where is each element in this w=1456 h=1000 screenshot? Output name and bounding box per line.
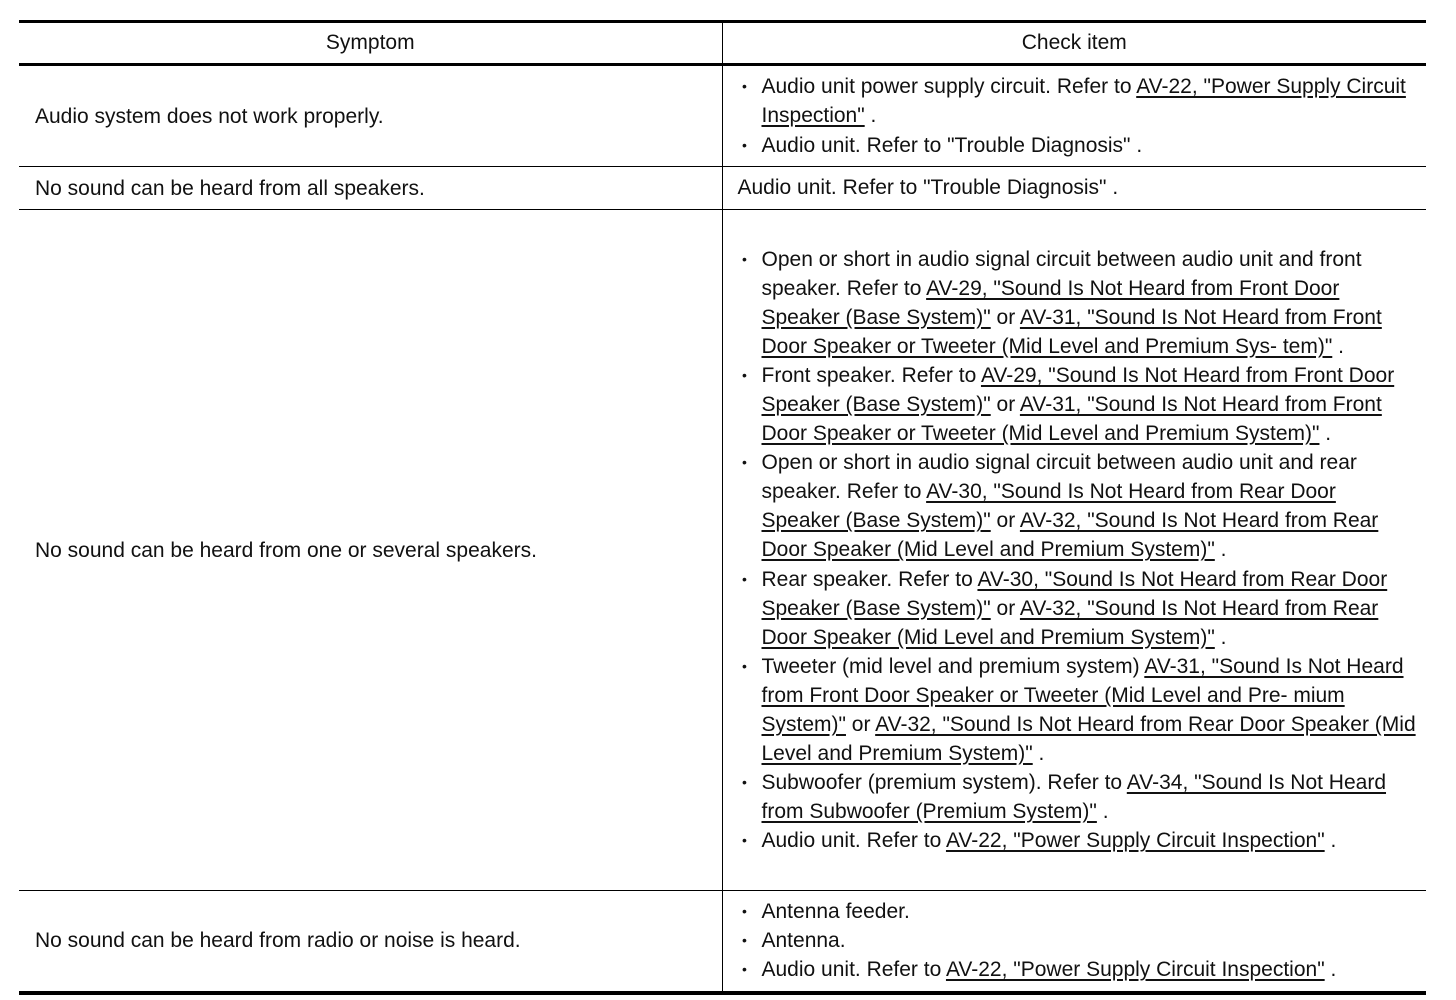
bullet-icon: • (742, 657, 747, 674)
check-item-text: Audio unit. Refer to (761, 829, 946, 853)
table-header-row (19, 22, 1426, 65)
check-item-cell (722, 891, 1426, 993)
check-item-text: Audio unit. Refer to (761, 958, 946, 982)
bullet-icon: • (742, 832, 747, 849)
check-item-text: Open or short in audio signal circuit between audio unit and rear speaker. Refer to (761, 451, 1357, 504)
check-item-text: Antenna feeder. (761, 900, 910, 924)
check-item-text: Front speaker. Refer to (761, 363, 981, 387)
check-item-text: . (1096, 800, 1109, 824)
symptom-cell: No sound can be heard from all speakers. (19, 167, 722, 210)
reference-link[interactable]: AV-22, "Power Supply Circuit Inspection" (761, 75, 1406, 128)
check-item (738, 131, 1419, 160)
check-item-text: Audio unit. Refer to "Trouble Diagnosis" . (737, 176, 1119, 200)
check-item-list (738, 897, 1419, 984)
bullet-icon: • (742, 136, 747, 153)
diagnosis-table (19, 20, 1426, 995)
check-item (738, 955, 1419, 984)
reference-link[interactable]: AV-32, "Sound Is Not Heard from Rear Door Speaker (Mid Level and Premium System)" (761, 509, 1379, 562)
check-item-list (738, 245, 1419, 856)
check-item-text: . (1032, 742, 1045, 766)
reference-link[interactable]: AV-31, "Sound Is Not Heard from Front Door Speaker or Tweeter (Mid Level and Premium Sys- tem)" (761, 305, 1382, 358)
table-row (19, 210, 1426, 891)
check-item (738, 565, 1419, 652)
bullet-icon: • (742, 250, 747, 267)
check-item-text: or (845, 713, 876, 737)
check-item (738, 361, 1419, 448)
symptom-cell: No sound can be heard from radio or noise is heard. (19, 891, 722, 993)
table-row (19, 167, 1426, 210)
check-item (738, 897, 1419, 926)
check-item-list (738, 72, 1419, 159)
check-item-text: Subwoofer (premium system). Refer to (761, 771, 1127, 795)
reference-link[interactable]: AV-22, "Power Supply Circuit Inspection" (945, 958, 1325, 982)
bullet-icon: • (742, 454, 747, 471)
check-item-text: . (1214, 538, 1227, 562)
check-item-text: Tweeter (mid level and premium system) (761, 654, 1145, 678)
check-item-text: Audio unit power supply circuit. Refer to (761, 75, 1137, 99)
reference-link[interactable]: AV-30, "Sound Is Not Heard from Rear Door Speaker (Base System)" (761, 567, 1388, 620)
check-item-column-header: Check item (722, 22, 1426, 65)
check-item (738, 245, 1419, 361)
check-item-text: . (864, 104, 877, 128)
reference-link[interactable]: AV-34, "Sound Is Not Heard from Subwoofer (Premium System)" (761, 771, 1387, 824)
check-item-text: Open or short in audio signal circuit between audio unit and front speaker. Refer to (761, 247, 1362, 300)
check-item-text: . (1332, 334, 1344, 358)
bullet-icon: • (742, 570, 747, 587)
check-item-text: Audio unit. Refer to "Trouble Diagnosis" . (761, 133, 1143, 157)
reference-link[interactable]: AV-22, "Power Supply Circuit Inspection" (945, 829, 1325, 853)
check-item-text: or (990, 509, 1020, 533)
check-item-cell (722, 167, 1426, 210)
check-item-text: or (990, 596, 1020, 620)
check-item-text: Rear speaker. Refer to (761, 567, 978, 591)
check-item-text: . (1324, 958, 1337, 982)
check-item-text: Antenna. (761, 929, 846, 953)
check-item-cell (722, 210, 1426, 891)
bullet-icon: • (742, 78, 747, 95)
check-item (738, 448, 1419, 564)
bullet-icon: • (742, 961, 747, 978)
table-row (19, 65, 1426, 167)
check-item-text: . (1214, 625, 1227, 649)
check-item-cell (722, 65, 1426, 167)
check-item (738, 72, 1419, 130)
check-item-text: . (1324, 829, 1337, 853)
reference-link[interactable]: AV-32, "Sound Is Not Heard from Rear Door Speaker (Mid Level and Premium System)" (761, 713, 1416, 766)
check-item-text: or (990, 392, 1020, 416)
check-item-text: . (1319, 422, 1332, 446)
bullet-icon: • (742, 932, 747, 949)
reference-link[interactable]: AV-29, "Sound Is Not Heard from Front Door Speaker (Base System)" (761, 363, 1395, 416)
check-item (738, 652, 1419, 768)
check-item (738, 826, 1419, 855)
check-item (738, 768, 1419, 826)
reference-link[interactable]: AV-29, "Sound Is Not Heard from Front Door Speaker (Base System)" (761, 276, 1340, 329)
bullet-icon: • (742, 366, 747, 383)
symptom-column-header: Symptom (19, 22, 722, 65)
reference-link[interactable]: AV-30, "Sound Is Not Heard from Rear Door Speaker (Base System)" (761, 480, 1336, 533)
reference-link[interactable]: AV-32, "Sound Is Not Heard from Rear Door Speaker (Mid Level and Premium System)" (761, 596, 1379, 649)
table-body (19, 65, 1426, 993)
check-item (738, 926, 1419, 955)
reference-link[interactable]: AV-31, "Sound Is Not Heard from Front Door Speaker or Tweeter (Mid Level and Premium System)" (761, 392, 1382, 446)
table-row (19, 891, 1426, 993)
symptom-cell: Audio system does not work properly. (19, 65, 722, 167)
bullet-icon: • (742, 903, 747, 920)
bullet-icon: • (742, 774, 747, 791)
symptom-cell: No sound can be heard from one or several speakers. (19, 210, 722, 891)
check-item-text (738, 173, 1419, 202)
check-item-text: or (990, 305, 1020, 329)
reference-link[interactable]: AV-31, "Sound Is Not Heard from Front Door Speaker or Tweeter (Mid Level and Pre- mium System)" (761, 654, 1404, 737)
